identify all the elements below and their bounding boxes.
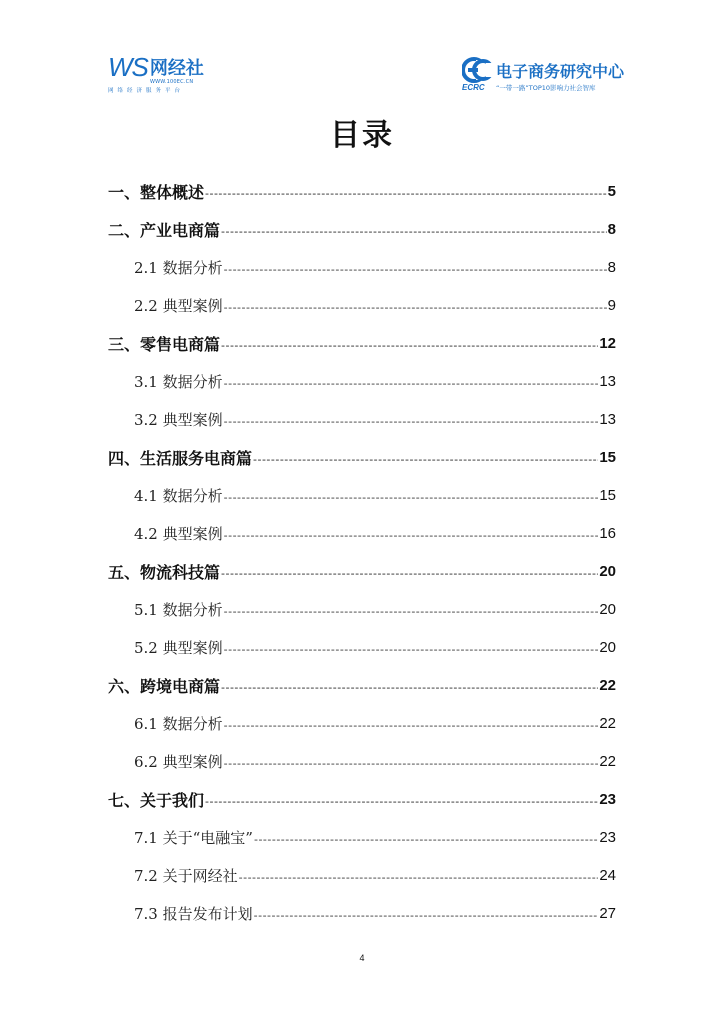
- toc-section-entry[interactable]: [108, 704, 616, 742]
- toc-entry-page: 5: [607, 182, 616, 200]
- toc-section-entry[interactable]: [108, 742, 616, 780]
- toc-entry-label: 7.1 关于“电融宝”: [134, 828, 253, 847]
- toc-entry-page: 22: [599, 752, 616, 770]
- toc-section-entry[interactable]: [108, 818, 616, 856]
- toc-entry-page: 22: [599, 676, 616, 694]
- toc-title: 目录: [330, 118, 394, 153]
- toc-dot-leader: [254, 904, 599, 923]
- toc-entry-page: 12: [599, 334, 616, 352]
- toc-dot-leader: [221, 220, 607, 239]
- toc-dot-leader: [254, 828, 598, 847]
- ecrc-slogan: “一带一路”TOP10影响力社会智库: [496, 84, 596, 92]
- toc-entry-page: 16: [599, 524, 616, 542]
- toc-entry-page: 15: [599, 448, 616, 466]
- toc-chapter-entry[interactable]: [108, 324, 616, 362]
- toc-entry-label: 四、生活服务电商篇: [108, 448, 253, 468]
- ecrc-name: 电子商务研究中心: [496, 62, 625, 81]
- toc-dot-leader: [205, 790, 598, 809]
- toc-section-entry[interactable]: [108, 248, 616, 286]
- toc-entry-page: 20: [599, 562, 616, 580]
- toc-entry-label: 一、整体概述: [108, 182, 205, 202]
- toc-entry-page: 23: [599, 828, 616, 846]
- toc-entry-page: 13: [599, 410, 616, 428]
- toc-chapter-entry[interactable]: [108, 552, 616, 590]
- toc-dot-leader: [253, 448, 598, 467]
- toc-section-entry[interactable]: [108, 894, 616, 932]
- toc-section-entry[interactable]: [108, 400, 616, 438]
- ecrc-abbr: ECRC: [462, 83, 485, 92]
- toc-chapter-entry[interactable]: [108, 666, 616, 704]
- toc-dot-leader: [221, 562, 598, 581]
- toc-entry-page: 20: [599, 600, 616, 618]
- ws-logo-tagline: 网络经济服务平台: [108, 88, 185, 94]
- toc-entry-page: 24: [599, 866, 616, 884]
- toc-dot-leader: [221, 676, 598, 695]
- toc-dot-leader: [205, 182, 607, 201]
- toc-dot-leader: [224, 296, 607, 315]
- toc-chapter-entry[interactable]: [108, 780, 616, 818]
- toc-entry-page: 13: [599, 372, 616, 390]
- toc-dot-leader: [224, 372, 599, 391]
- toc-entry-label: 三、零售电商篇: [108, 334, 221, 354]
- ecrc-logo: [462, 57, 625, 93]
- toc-entry-page: 27: [599, 904, 616, 922]
- toc-dot-leader: [224, 410, 599, 429]
- toc-dot-leader: [224, 752, 599, 771]
- toc-entry-page: 20: [599, 638, 616, 656]
- toc-entry-label: 2.2 典型案例: [134, 296, 223, 315]
- toc-entry-label: 7.3 报告发布计划: [134, 904, 253, 923]
- toc-entry-page: 8: [607, 220, 616, 238]
- toc-entry-page: 9: [607, 296, 616, 314]
- page-header: [108, 52, 625, 99]
- toc-entry-label: 二、产业电商篇: [108, 220, 221, 240]
- toc-dot-leader: [224, 638, 599, 657]
- toc-section-entry[interactable]: [108, 514, 616, 552]
- toc-section-entry[interactable]: [108, 286, 616, 324]
- toc-chapter-entry[interactable]: [108, 438, 616, 476]
- toc-entry-label: 5.1 数据分析: [134, 600, 223, 619]
- toc-entry-page: 8: [607, 258, 616, 276]
- toc-entry-page: 22: [599, 714, 616, 732]
- toc-entry-label: 4.2 典型案例: [134, 524, 223, 543]
- toc-chapter-entry[interactable]: [108, 210, 616, 248]
- ws-logo: [108, 52, 204, 94]
- toc-entry-label: 3.1 数据分析: [134, 372, 223, 391]
- toc-dot-leader: [221, 334, 598, 353]
- toc-entry-label: 3.2 典型案例: [134, 410, 223, 429]
- ecrc-emblem-icon: [462, 57, 494, 85]
- toc-section-entry[interactable]: [108, 476, 616, 514]
- toc-entry-label: 7.2 关于网经社: [134, 866, 238, 885]
- ws-logo-name: 网经社: [149, 58, 204, 79]
- toc-section-entry[interactable]: [108, 590, 616, 628]
- toc-chapter-entry[interactable]: [108, 172, 616, 210]
- toc-section-entry[interactable]: [108, 362, 616, 400]
- toc-entry-label: 6.1 数据分析: [134, 714, 223, 733]
- toc-dot-leader: [224, 714, 599, 733]
- page-number: 4: [359, 953, 365, 963]
- toc-entry-label: 6.2 典型案例: [134, 752, 223, 771]
- toc-dot-leader: [224, 600, 599, 619]
- toc-section-entry[interactable]: [108, 628, 616, 666]
- ws-logo-mark: WS: [108, 52, 148, 82]
- toc-dot-leader: [224, 258, 607, 277]
- toc-section-entry[interactable]: [108, 856, 616, 894]
- toc-entry-label: 五、物流科技篇: [108, 562, 221, 582]
- toc-dot-leader: [224, 486, 599, 505]
- toc-entry-page: 15: [599, 486, 616, 504]
- toc-dot-leader: [239, 866, 599, 885]
- toc-entry-label: 5.2 典型案例: [134, 638, 223, 657]
- ws-logo-url: WWW.100EC.CN: [150, 79, 194, 85]
- table-of-contents: [108, 172, 616, 932]
- toc-dot-leader: [224, 524, 599, 543]
- toc-entry-label: 六、跨境电商篇: [108, 676, 221, 696]
- toc-entry-label: 4.1 数据分析: [134, 486, 223, 505]
- toc-entry-label: 七、关于我们: [108, 790, 205, 810]
- toc-entry-page: 23: [599, 790, 616, 808]
- toc-entry-label: 2.1 数据分析: [134, 258, 223, 277]
